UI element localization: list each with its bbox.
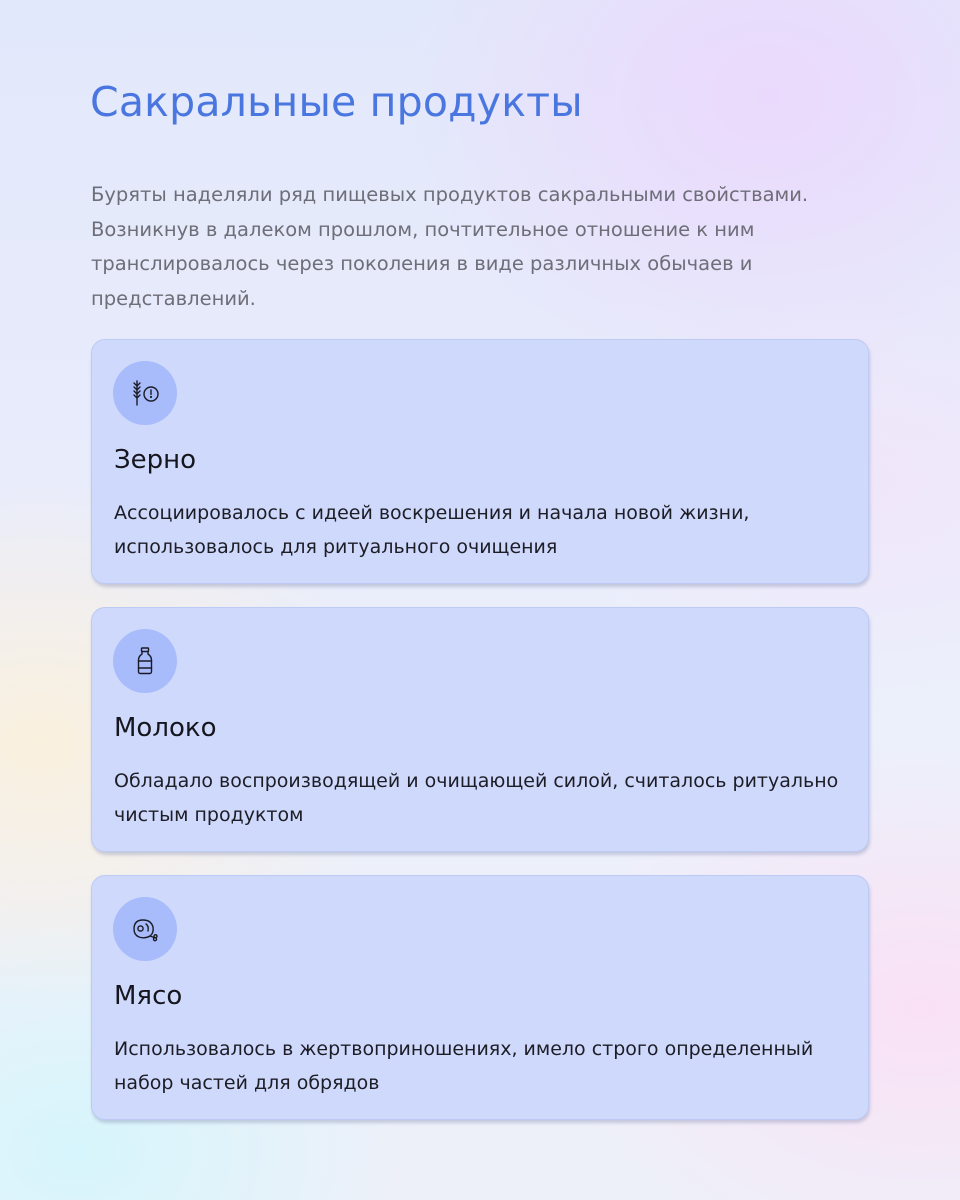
milk-bottle-icon — [113, 629, 177, 693]
card-description: Использовалось в жертвоприношениях, имело строго определенный набор частей для обрядов — [114, 1038, 814, 1094]
intro-paragraph: Буряты наделяли ряд пищевых продуктов сакральными свойствами. Возникнув в далеком прошлом, почтительное отношение к ним транслировалось через поколения в виде различных обычаев и представлений. — [91, 183, 809, 310]
card-title: Мясо — [114, 981, 183, 1011]
product-card-milk — [91, 607, 869, 852]
meat-icon — [113, 897, 177, 961]
card-title: Зерно — [114, 445, 197, 475]
card-description: Обладало воспроизводящей и очищающей силой, считалось ритуально чистым продуктом — [114, 770, 839, 826]
card-title: Молоко — [114, 713, 217, 743]
grain-icon — [113, 361, 177, 425]
page-title: Сакральные продукты — [90, 78, 583, 126]
card-description: Ассоциировалось с идеей воскрешения и начала новой жизни, использовалось для ритуального очищения — [114, 502, 750, 558]
product-card-grain — [91, 339, 869, 584]
product-card-meat — [91, 875, 869, 1120]
